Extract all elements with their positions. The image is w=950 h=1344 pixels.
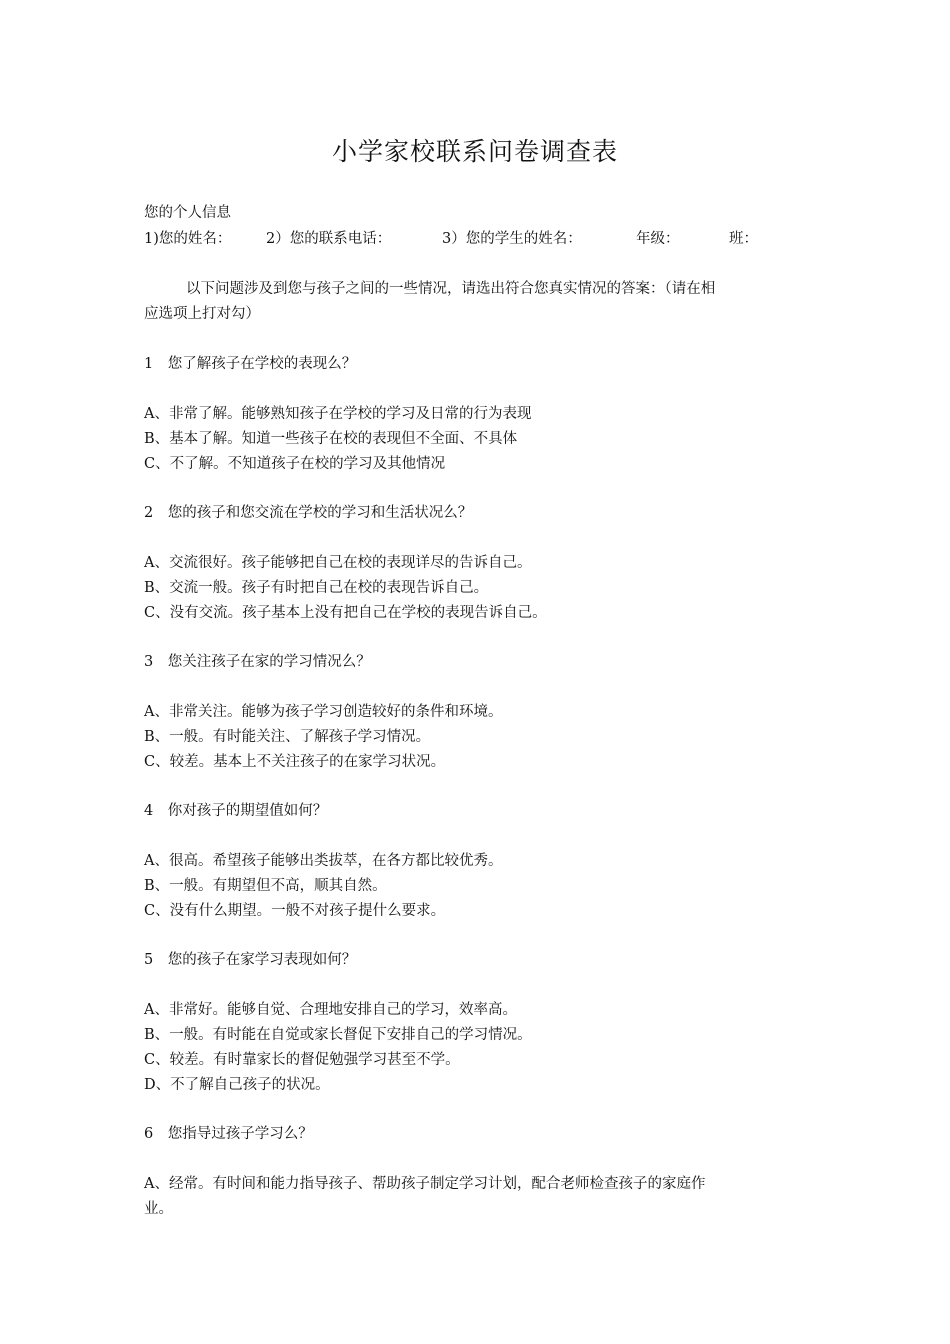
question-2: 2 您的孩子和您交流在学校的学习和生活状况么？ bbox=[144, 505, 473, 521]
field-class: 班： bbox=[729, 231, 758, 247]
question-4-option-a: A、很高。希望孩子能够出类拔萃，在各方都比较优秀。 bbox=[144, 853, 503, 869]
question-6-option-a-cont: 业。 bbox=[144, 1201, 173, 1217]
intro-line-2: 应选项上打对勾） bbox=[144, 306, 260, 322]
question-3-option-b: B、一般。有时能关注、了解孩子学习情况。 bbox=[144, 729, 431, 745]
question-5: 5 您的孩子在家学习表现如何？ bbox=[144, 952, 357, 968]
question-4-option-c: C、没有什么期望。一般不对孩子提什么要求。 bbox=[144, 903, 446, 919]
question-5-option-d: D、不了解自己孩子的状况。 bbox=[144, 1077, 330, 1093]
question-1: 1 您了解孩子在学校的表现么？ bbox=[144, 356, 357, 372]
page-title: 小学家校联系问卷调查表 bbox=[331, 137, 618, 166]
question-2-option-a: A、交流很好。孩子能够把自己在校的表现详尽的告诉自己。 bbox=[144, 555, 532, 571]
question-3: 3 您关注孩子在家的学习情况么？ bbox=[144, 654, 371, 670]
question-4-option-b: B、一般。有期望但不高，顺其自然。 bbox=[144, 878, 387, 894]
personal-info-heading: 您的个人信息 bbox=[144, 205, 231, 221]
question-3-option-c: C、较差。基本上不关注孩子的在家学习状况。 bbox=[144, 754, 446, 770]
field-student-name: 3）您的学生的姓名： bbox=[442, 231, 582, 247]
question-1-option-b: B、基本了解。知道一些孩子在校的表现但不全面、不具体 bbox=[144, 431, 518, 447]
question-2-option-c: C、没有交流。孩子基本上没有把自己在学校的表现告诉自己。 bbox=[144, 605, 547, 621]
question-5-option-c: C、较差。有时靠家长的督促勉强学习甚至不学。 bbox=[144, 1052, 460, 1068]
question-3-option-a: A、非常关注。能够为孩子学习创造较好的条件和环境。 bbox=[144, 704, 503, 720]
intro-line-1: 以下问题涉及到您与孩子之间的一些情况，请选出符合您真实情况的答案：（请在相 bbox=[186, 281, 716, 297]
field-parent-name: 1)您的姓名： bbox=[144, 231, 232, 247]
question-2-option-b: B、交流一般。孩子有时把自己在校的表现告诉自己。 bbox=[144, 580, 489, 596]
field-phone: 2）您的联系电话： bbox=[266, 231, 392, 247]
question-5-option-b: B、一般。有时能在自觉或家长督促下安排自己的学习情况。 bbox=[144, 1027, 532, 1043]
field-grade: 年级： bbox=[636, 231, 680, 247]
question-4: 4 你对孩子的期望值如何？ bbox=[144, 803, 328, 819]
question-6-option-a: A、经常。有时间和能力指导孩子、帮助孩子制定学习计划，配合老师检查孩子的家庭作 bbox=[144, 1176, 706, 1192]
question-1-option-c: C、不了解。不知道孩子在校的学习及其他情况 bbox=[144, 456, 446, 472]
question-5-option-a: A、非常好。能够自觉、合理地安排自己的学习，效率高。 bbox=[144, 1002, 517, 1018]
personal-info-fields bbox=[144, 229, 758, 249]
question-6: 6 您指导过孩子学习么？ bbox=[144, 1126, 313, 1142]
question-1-option-a: A、非常了解。能够熟知孩子在学校的学习及日常的行为表现 bbox=[144, 406, 532, 422]
